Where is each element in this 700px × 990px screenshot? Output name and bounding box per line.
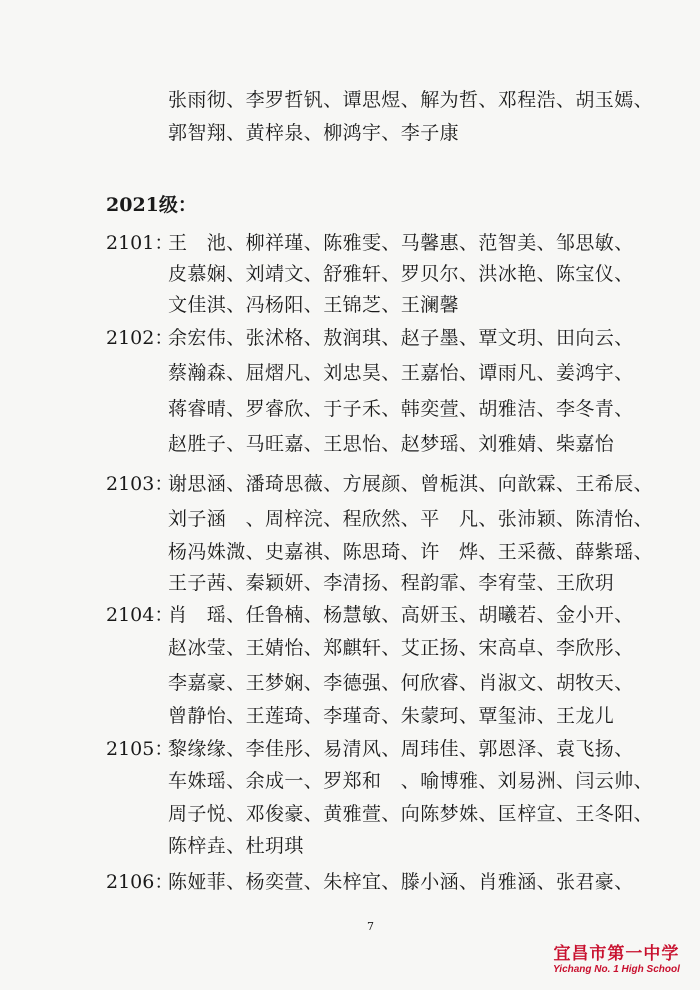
grade-heading: 2021级：	[106, 194, 197, 216]
continuation-line: 张雨彻、李罗哲钒、谭思煜、解为哲、邓程浩、胡玉嫣、	[168, 89, 654, 111]
class-label: 2102：	[106, 327, 174, 349]
class-names-line: 周子悦、邓俊豪、黄雅萱、向陈梦姝、匡梓宣、王冬阳、	[168, 803, 654, 825]
watermark-name-cn: 宜昌市第一中学	[553, 944, 680, 964]
class-names-line: 文佳淇、冯杨阳、王锦芝、王澜馨	[168, 294, 460, 316]
school-watermark-logo	[553, 944, 680, 976]
watermark-name-en: Yichang No. 1 High School	[553, 964, 680, 975]
class-names-line: 李嘉豪、王梦娴、李德强、何欣睿、肖淑文、胡牧天、	[168, 672, 634, 694]
class-names-line: 王子茜、秦颖妍、李清扬、程韵霏、李宥莹、王欣玥	[168, 572, 615, 594]
class-names-line: 蒋睿晴、罗睿欣、于子禾、韩奕萱、胡雅洁、李冬青、	[168, 398, 634, 420]
class-names-line: 曾静怡、王莲琦、李瑾奇、朱蒙珂、覃玺沛、王龙儿	[168, 705, 615, 727]
class-names-line: 刘子涵 、周梓浣、程欣然、平 凡、张沛颖、陈清怡、	[168, 508, 654, 530]
class-names-line: 黎缘缘、李佳彤、易清风、周玮佳、郭恩泽、袁飞扬、	[168, 738, 634, 760]
class-names-line: 赵胜子、马旺嘉、王思怡、赵梦瑶、刘雅婧、柴嘉怡	[168, 433, 615, 455]
class-label: 2105：	[106, 738, 174, 760]
class-label: 2104：	[106, 604, 174, 626]
class-names-line: 蔡瀚森、屈熠凡、刘忠昊、王嘉怡、谭雨凡、姜鸿宇、	[168, 362, 634, 384]
page-number: 7	[367, 920, 374, 933]
class-names-line: 陈娅菲、杨奕萱、朱梓宜、滕小涵、肖雅涵、张君豪、	[168, 871, 634, 893]
class-label: 2103：	[106, 473, 174, 495]
class-names-line: 谢思涵、潘琦思薇、方展颜、曾栀淇、向歆霖、王希辰、	[168, 473, 654, 495]
class-names-line: 王 池、柳祥瑾、陈雅雯、马馨惠、范智美、邹思敏、	[168, 232, 634, 254]
class-names-line: 赵冰莹、王婧怡、郑麒轩、艾正扬、宋高卓、李欣彤、	[168, 637, 634, 659]
class-names-line: 陈梓垚、杜玥琪	[168, 835, 304, 857]
class-label: 2101：	[106, 232, 174, 254]
class-names-line: 杨冯姝溦、史嘉祺、陈思琦、许 烨、王采薇、薛紫瑶、	[168, 541, 654, 563]
class-names-line: 皮慕娴、刘靖文、舒雅轩、罗贝尔、洪冰艳、陈宝仪、	[168, 263, 634, 285]
class-names-line: 肖 瑶、任鲁楠、杨慧敏、高妍玉、胡曦若、金小开、	[168, 604, 634, 626]
continuation-line: 郭智翔、黄梓泉、柳鸿宇、李子康	[168, 122, 460, 144]
class-names-line: 余宏伟、张沭格、敖润琪、赵子墨、覃文玥、田向云、	[168, 327, 634, 349]
class-names-line: 车姝瑶、余成一、罗郑和 、喻博雅、刘易洲、闫云帅、	[168, 770, 654, 792]
class-label: 2106：	[106, 871, 174, 893]
